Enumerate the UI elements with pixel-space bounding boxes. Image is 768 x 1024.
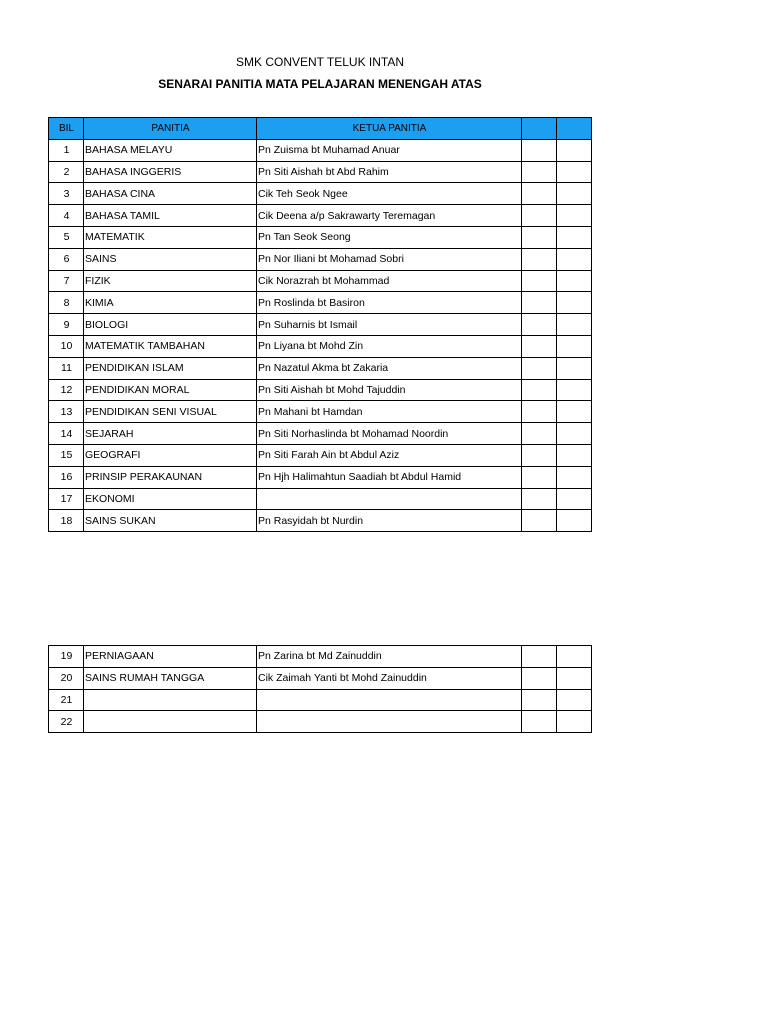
cell-ketua-panitia: Cik Teh Seok Ngee [257,183,522,205]
cell-blank [522,401,557,423]
cell-panitia [84,689,257,711]
cell-bil: 15 [49,444,84,466]
table-row [49,314,592,336]
cell-blank [522,466,557,488]
cell-ketua-panitia: Pn Nazatul Akma bt Zakaria [257,357,522,379]
additional-committee-table-body [49,646,592,733]
table-row [49,667,592,689]
committee-table-body [49,139,592,531]
cell-blank [557,335,592,357]
cell-ketua-panitia: Pn Zuisma bt Muhamad Anuar [257,139,522,161]
cell-panitia [84,711,257,733]
cell-blank [557,488,592,510]
cell-blank [557,292,592,314]
cell-bil: 7 [49,270,84,292]
cell-blank [522,292,557,314]
table-row [49,205,592,227]
cell-blank [522,488,557,510]
cell-ketua-panitia: Cik Zaimah Yanti bt Mohd Zainuddin [257,667,522,689]
cell-blank [557,139,592,161]
cell-blank [522,379,557,401]
column-header-panitia: PANITIA [84,118,257,140]
cell-blank [557,711,592,733]
column-header-bil: BIL [49,118,84,140]
cell-panitia: PENDIDIKAN ISLAM [84,357,257,379]
cell-panitia: BAHASA TAMIL [84,205,257,227]
cell-ketua-panitia: Pn Mahani bt Hamdan [257,401,522,423]
cell-bil: 12 [49,379,84,401]
additional-committee-table [48,645,592,733]
cell-blank [522,139,557,161]
cell-panitia: KIMIA [84,292,257,314]
cell-ketua-panitia: Pn Tan Seok Seong [257,226,522,248]
cell-bil: 22 [49,711,84,733]
cell-panitia: PENDIDIKAN MORAL [84,379,257,401]
cell-blank [522,423,557,445]
cell-ketua-panitia [257,711,522,733]
cell-blank [557,646,592,668]
cell-ketua-panitia: Pn Suharnis bt Ismail [257,314,522,336]
cell-blank [557,205,592,227]
cell-blank [557,270,592,292]
cell-ketua-panitia: Pn Zarina bt Md Zainuddin [257,646,522,668]
cell-ketua-panitia: Pn Hjh Halimahtun Saadiah bt Abdul Hamid [257,466,522,488]
cell-blank [557,379,592,401]
cell-panitia: PRINSIP PERAKAUNAN [84,466,257,488]
cell-ketua-panitia: Pn Rasyidah bt Nurdin [257,510,522,532]
cell-bil: 19 [49,646,84,668]
cell-panitia: PENDIDIKAN SENI VISUAL [84,401,257,423]
cell-panitia: SAINS SUKAN [84,510,257,532]
column-header-blank-2 [557,118,592,140]
cell-blank [522,314,557,336]
table-row [49,510,592,532]
table-row [49,646,592,668]
cell-blank [557,667,592,689]
cell-panitia: SEJARAH [84,423,257,445]
table-row [49,357,592,379]
cell-bil: 4 [49,205,84,227]
cell-blank [557,161,592,183]
cell-ketua-panitia: Cik Norazrah bt Mohammad [257,270,522,292]
cell-panitia: PERNIAGAAN [84,646,257,668]
cell-panitia: BAHASA CINA [84,183,257,205]
cell-bil: 3 [49,183,84,205]
cell-bil: 5 [49,226,84,248]
cell-panitia: BAHASA INGGERIS [84,161,257,183]
cell-bil: 21 [49,689,84,711]
cell-blank [522,444,557,466]
cell-blank [557,226,592,248]
table-row [49,270,592,292]
table-row [49,423,592,445]
cell-bil: 6 [49,248,84,270]
cell-blank [522,161,557,183]
cell-panitia: MATEMATIK [84,226,257,248]
cell-bil: 17 [49,488,84,510]
cell-ketua-panitia: Pn Nor Iliani bt Mohamad Sobri [257,248,522,270]
cell-bil: 9 [49,314,84,336]
cell-blank [522,270,557,292]
cell-ketua-panitia: Pn Liyana bt Mohd Zin [257,335,522,357]
committee-table [48,117,592,532]
cell-panitia: BAHASA MELAYU [84,139,257,161]
school-name: SMK CONVENT TELUK INTAN [235,55,405,69]
cell-blank [557,510,592,532]
cell-bil: 11 [49,357,84,379]
cell-bil: 14 [49,423,84,445]
cell-bil: 13 [49,401,84,423]
cell-bil: 10 [49,335,84,357]
table-row [49,335,592,357]
cell-ketua-panitia: Pn Siti Farah Ain bt Abdul Aziz [257,444,522,466]
cell-blank [557,183,592,205]
cell-ketua-panitia [257,488,522,510]
cell-blank [522,183,557,205]
cell-blank [522,510,557,532]
cell-bil: 8 [49,292,84,314]
cell-blank [557,248,592,270]
cell-bil: 18 [49,510,84,532]
cell-blank [522,711,557,733]
document-title: SENARAI PANITIA MATA PELAJARAN MENENGAH ATAS [158,77,482,91]
cell-blank [557,314,592,336]
cell-blank [522,248,557,270]
table-row [49,711,592,733]
table-row [49,292,592,314]
cell-bil: 20 [49,667,84,689]
cell-ketua-panitia: Pn Siti Aishah bt Mohd Tajuddin [257,379,522,401]
table-row [49,226,592,248]
cell-bil: 16 [49,466,84,488]
table-row [49,689,592,711]
cell-blank [557,444,592,466]
cell-panitia: FIZIK [84,270,257,292]
cell-blank [522,646,557,668]
table-row [49,379,592,401]
cell-blank [522,226,557,248]
cell-panitia: SAINS [84,248,257,270]
table-row [49,488,592,510]
cell-blank [522,335,557,357]
table-row [49,139,592,161]
table-row [49,248,592,270]
cell-blank [522,689,557,711]
cell-blank [522,667,557,689]
cell-panitia: BIOLOGI [84,314,257,336]
table-row [49,161,592,183]
cell-ketua-panitia: Cik Deena a/p Sakrawarty Teremagan [257,205,522,227]
column-header-ketua-panitia: KETUA PANITIA [257,118,522,140]
cell-bil: 1 [49,139,84,161]
cell-blank [522,357,557,379]
cell-panitia: GEOGRAFI [84,444,257,466]
table-row [49,183,592,205]
cell-blank [557,401,592,423]
cell-bil: 2 [49,161,84,183]
cell-ketua-panitia: Pn Siti Norhaslinda bt Mohamad Noordin [257,423,522,445]
column-header-blank-1 [522,118,557,140]
cell-blank [557,423,592,445]
table-row [49,401,592,423]
cell-ketua-panitia [257,689,522,711]
cell-ketua-panitia: Pn Roslinda bt Basiron [257,292,522,314]
cell-blank [557,689,592,711]
cell-panitia: MATEMATIK TAMBAHAN [84,335,257,357]
table-header-row [49,118,592,140]
cell-panitia: SAINS RUMAH TANGGA [84,667,257,689]
cell-blank [557,466,592,488]
cell-panitia: EKONOMI [84,488,257,510]
cell-blank [557,357,592,379]
table-row [49,444,592,466]
cell-blank [522,205,557,227]
cell-ketua-panitia: Pn Siti Aishah bt Abd Rahim [257,161,522,183]
table-row [49,466,592,488]
